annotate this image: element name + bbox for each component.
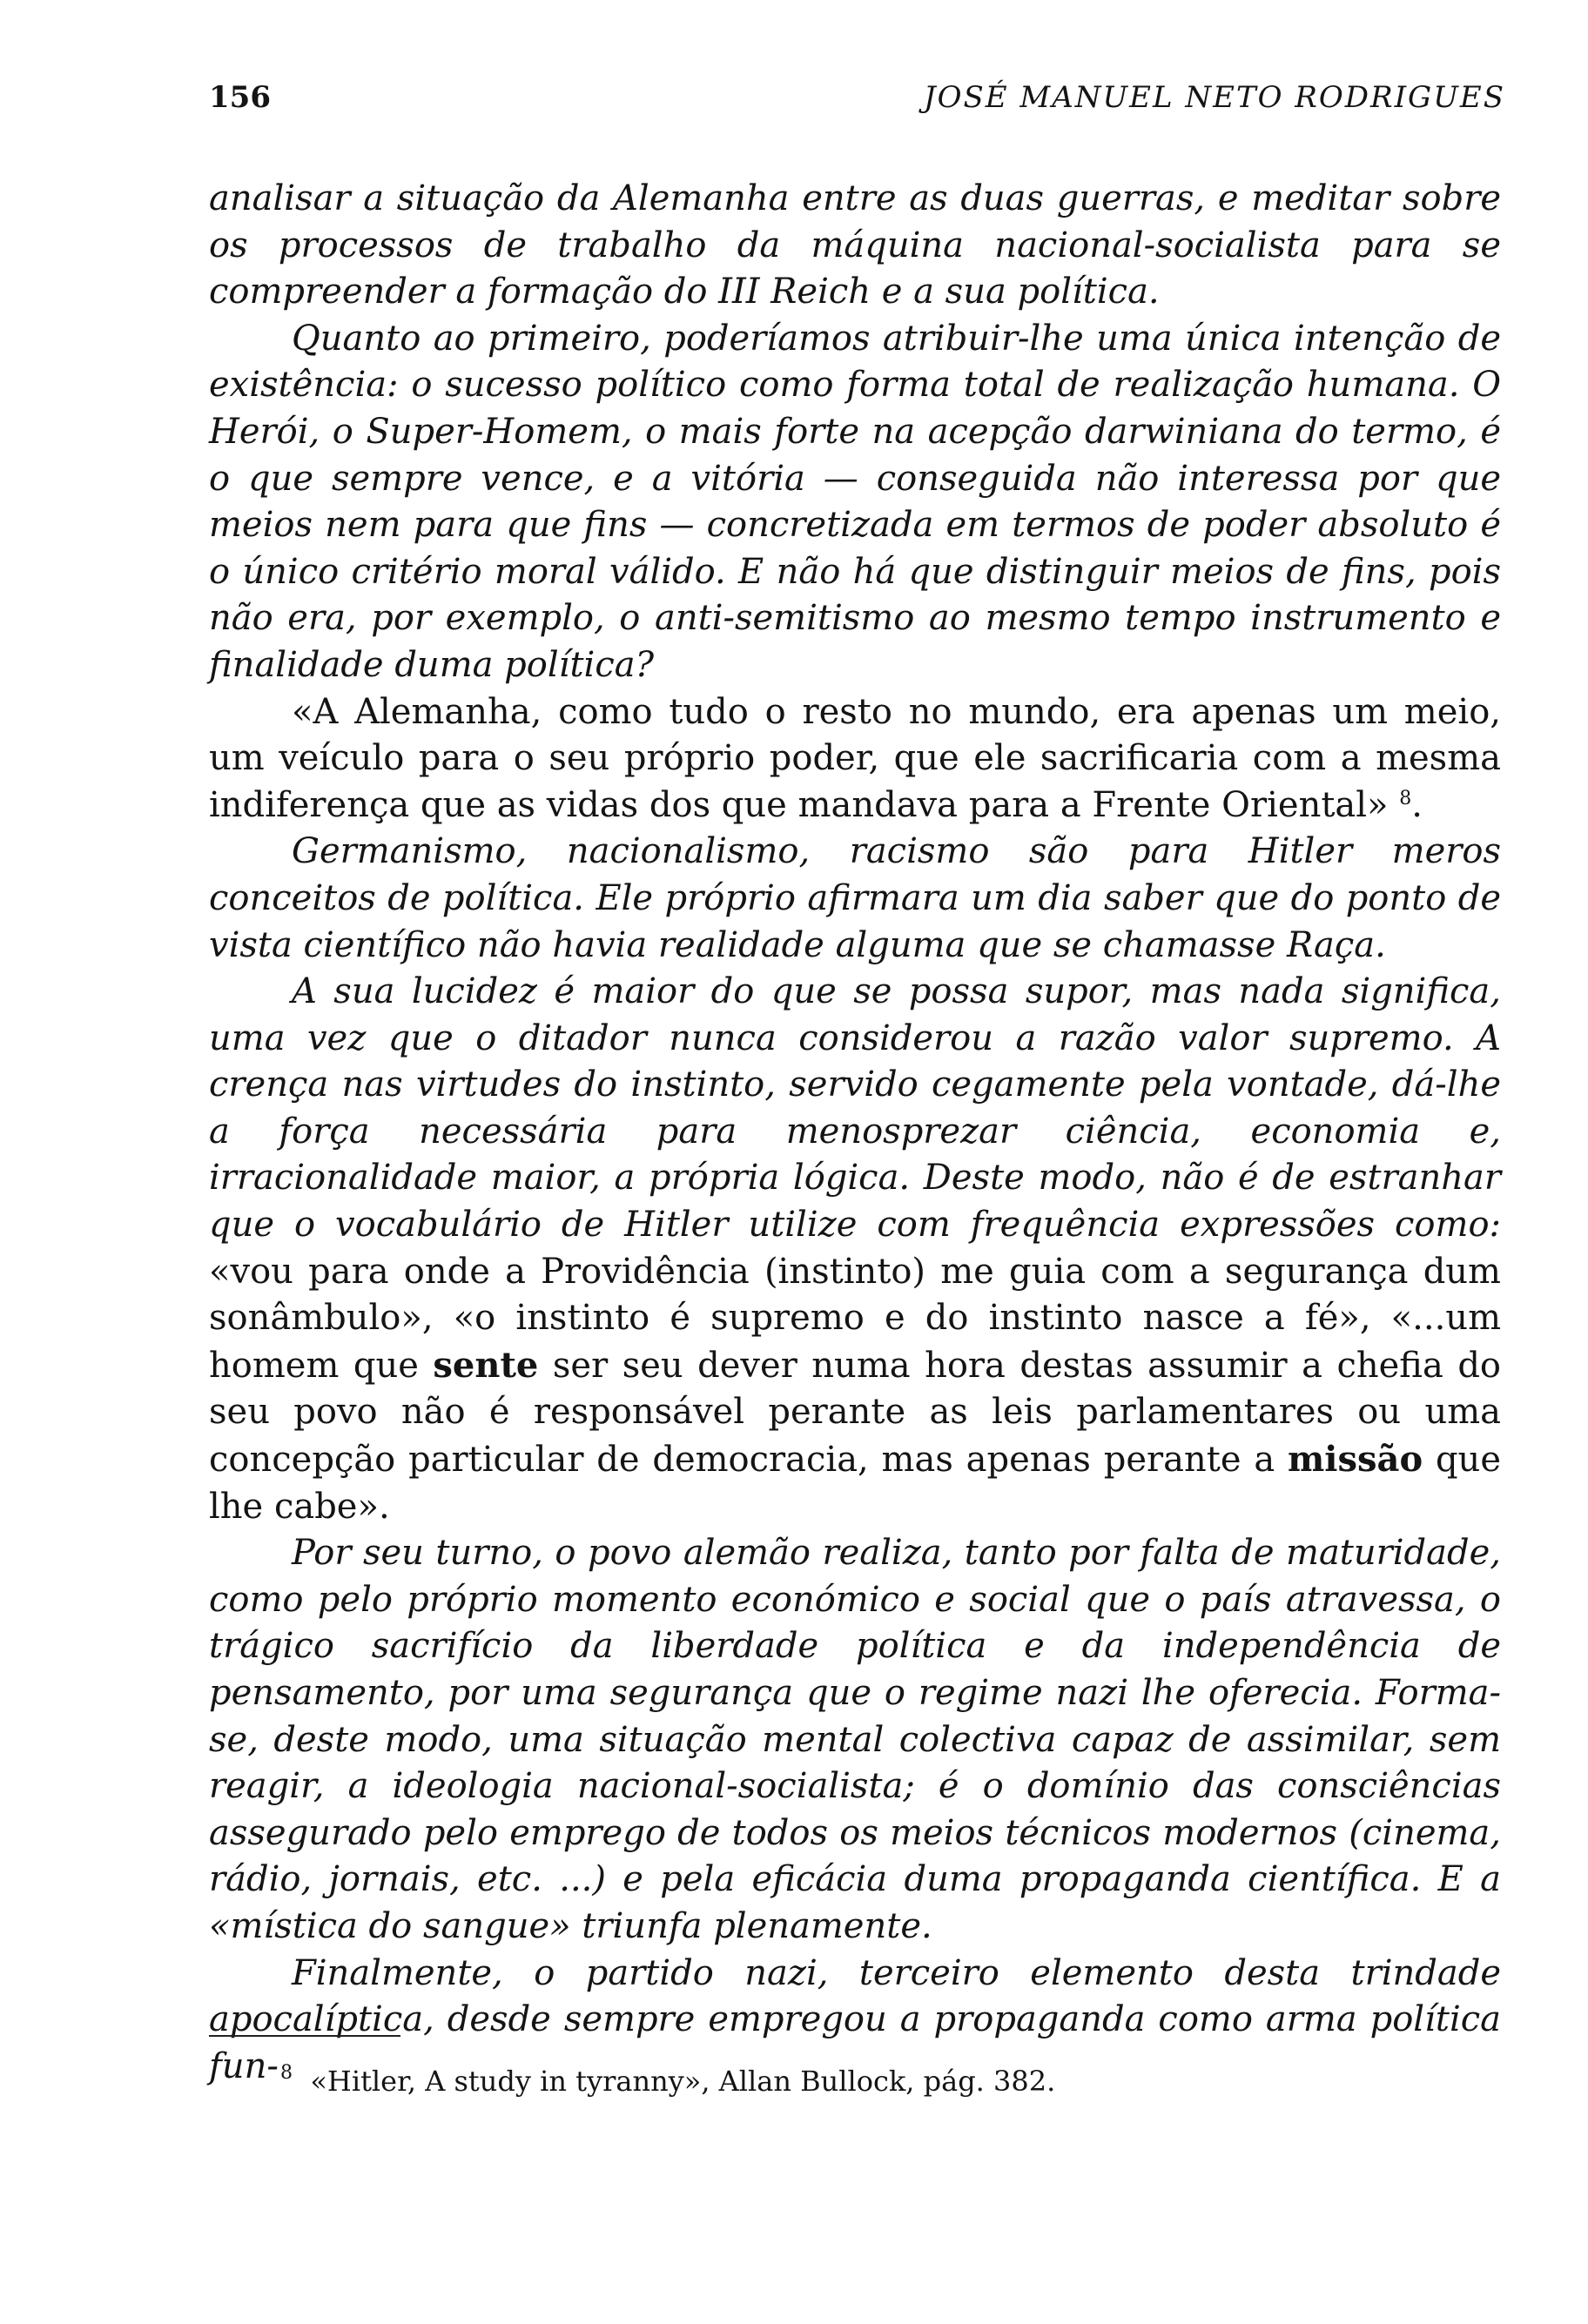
paragraph-2: Quanto ao primeiro, poderíamos atribuir-lhe uma única intenção de existência: o sucesso político como forma total de realização humana. O Herói, o Super-Homem, o mais forte na acepção darwiniana do termo, é o que sempre vence, e a vitória — conseguida não interessa por que meios nem para que fins — concretizada em termos de poder absoluto é o único critério moral válido. E não há que distinguir meios de fins, pois não era, por exemplo, o anti-semitismo ao mesmo tempo instrumento e finalidade duma política?	[209, 318, 1501, 685]
paragraph-5-quote-a: «vou para onde a Providência (instinto) me guia com a segurança dum sonâmbulo», «o instinto é supremo e do instinto nasce a fé», «...um homem que	[209, 1251, 1501, 1386]
emphasis-sente: sente	[433, 1344, 539, 1386]
paragraph-5-quote-c: que lhe cabe».	[209, 1440, 1501, 1527]
body-text	[209, 176, 1501, 2090]
paragraph-4: Germanismo, nacionalismo, racismo são para Hitler meros conceitos de política. Ele próprio afirmara um dia saber que do ponto de vista científico não havia realidade alguma que se chamasse Raça.	[209, 831, 1501, 965]
footnote-divider	[209, 2035, 400, 2037]
paragraph-1: analisar a situação da Alemanha entre as duas guerras, e meditar sobre os processos de trabalho da máquina nacional-socialista para se compreender a formação do III Reich e a sua política.	[209, 178, 1501, 312]
footnote-reference: 8	[1399, 787, 1412, 809]
paragraph-7: Finalmente, o partido nazi, terceiro elemento desta trindade apocalíptica, desde sempre empregou a propaganda como arma política fun-	[209, 1952, 1501, 2086]
paragraph-3-text: «A Alemanha, como tudo o resto no mundo, era apenas um meio, um veículo para o seu próprio poder, que ele sacrificaria com a mesma indiferença que as vidas dos que mandava para a Frente Oriental»	[209, 691, 1501, 825]
emphasis-missao: missão	[1287, 1439, 1423, 1481]
paragraph-6: Por seu turno, o povo alemão realiza, tanto por falta de maturidade, como pelo próprio momento económico e social que o país atravessa, o trágico sacrifício da liberdade política e da independência de pensamento, por uma segurança que o regime nazi lhe oferecia. Forma-se, deste modo, uma situação mental colectiva capaz de assimilar, sem reagir, a ideologia nacional-socialista; é o domínio das consciências assegurado pelo emprego de todos os meios técnicos modernos (cinema, rádio, jornais, etc. ...) e pela eficácia duma propaganda científica. E a «mística do sangue» triunfa plenamente.	[209, 1533, 1501, 1946]
footnote-text: «Hitler, A study in tyranny», Allan Bullock, pág. 382.	[310, 2065, 1056, 2098]
page-header	[209, 80, 1505, 115]
footnote-marker: 8	[280, 2062, 293, 2084]
paragraph-3	[209, 689, 1501, 830]
page-number: 156	[209, 80, 271, 115]
paragraph-5	[209, 969, 1501, 1530]
paragraph-3-end: .	[1411, 784, 1423, 825]
paragraph-5-quote-b: ser seu dever numa hora destas assumir a chefia do seu povo não é responsável perante as leis parlamentares ou uma concepção particular de democracia, mas apenas perante a	[209, 1345, 1502, 1481]
footnote	[280, 2062, 1056, 2098]
running-head: JOSÉ MANUEL NETO RODRIGUES	[923, 80, 1505, 115]
paragraph-5-italic: A sua lucidez é maior do que se possa supor, mas nada significa, uma vez que o ditador nunca considerou a razão valor supremo. A crença nas virtudes do instinto, servido cegamente pela vontade, dá-lhe a força necessária para menosprezar ciência, economia e, irracionalidade maior, a própria lógica. Deste modo, não é de estranhar que o vocabulário de Hitler utilize com frequência expressões como:	[209, 971, 1501, 1246]
